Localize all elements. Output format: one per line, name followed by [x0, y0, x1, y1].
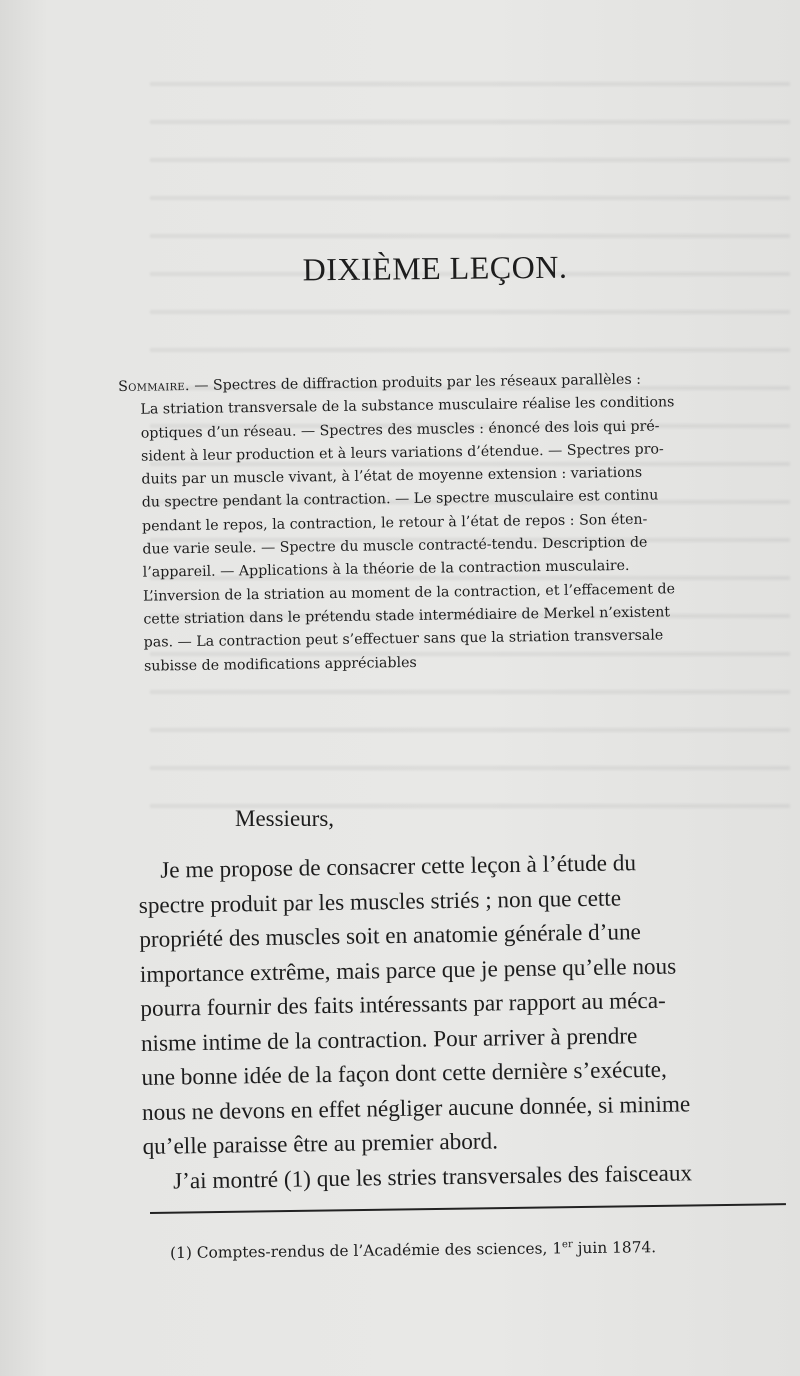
- summary-line: L’inversion de la striation au moment de la contraction, et l’effacement de: [142, 580, 676, 605]
- body-line: nous ne devons en effet négliger aucune donnée, si minime: [141, 1090, 691, 1126]
- body-line: propriété des muscles soit en anatomie générale d’une: [139, 919, 642, 953]
- footnote-text: Comptes-rendus de l’Académie des sciences, 1: [191, 1239, 563, 1262]
- chapter-title: DIXIÈME LEÇON.: [302, 248, 568, 288]
- summary-line: cette striation dans le prétendu stade intermédiaire de Merkel n’existent: [143, 604, 671, 628]
- summary-line: sident à leur production et à leurs variations d’étendue. — Spectres pro-: [141, 441, 664, 465]
- footnote-marker: (1): [170, 1243, 193, 1263]
- summary-line: subisse de modifications appréciables: [143, 654, 417, 675]
- body-line: pourra fournir des faits intéressants par rapport au méca-: [140, 987, 666, 1022]
- body-text: [138, 844, 800, 1199]
- footnote-superscript: er: [561, 1239, 573, 1251]
- footnote-rule: [150, 1203, 786, 1214]
- summary-line: due varie seule. — Spectre du muscle contracté-tendu. Description de: [142, 534, 648, 558]
- summary-line: duits par un muscle vivant, à l’état de moyenne extension : variations: [141, 464, 643, 488]
- summary-block: [118, 367, 772, 679]
- summary-line: La striation transversale de la substance musculaire réalise les conditions: [140, 394, 675, 418]
- body-line: Je me propose de consacrer cette leçon à l’étude du: [160, 850, 637, 884]
- body-line: qu’elle paraisse être au premier abord.: [142, 1128, 499, 1160]
- body-line: nisme intime de la contraction. Pour arriver à prendre: [140, 1022, 638, 1057]
- summary-line: optiques d’un réseau. — Spectres des muscles : énoncé des lois qui pré-: [140, 418, 660, 442]
- footnote-text-end: juin 1874.: [572, 1238, 657, 1258]
- footnote: [170, 1238, 656, 1262]
- body-line: spectre produit par les muscles striés ; non que cette: [138, 884, 622, 919]
- body-line: importance extrême, mais parce que je pense qu’elle nous: [139, 953, 677, 988]
- summary-line-text: — Spectres de diffraction produits par les réseaux parallèles :: [189, 371, 642, 394]
- summary-label: Sommaire.: [118, 377, 190, 395]
- summary-line: pendant le repos, la contraction, le retour à l’état de repos : Son éten-: [141, 511, 648, 535]
- summary-line: pas. — La contraction peut s’effectuer sans que la striation transversale: [143, 627, 664, 651]
- summary-line: l’appareil. — Applications à la théorie de la contraction musculaire.: [142, 558, 630, 582]
- summary-line: du spectre pendant la contraction. — Le spectre musculaire est continu: [141, 487, 659, 512]
- salutation: Messieurs,: [235, 806, 335, 831]
- body-line: J’ai montré (1) que les stries transversales des faisceaux: [172, 1159, 693, 1194]
- body-line: une bonne idée de la façon dont cette dernière s’exécute,: [141, 1056, 667, 1091]
